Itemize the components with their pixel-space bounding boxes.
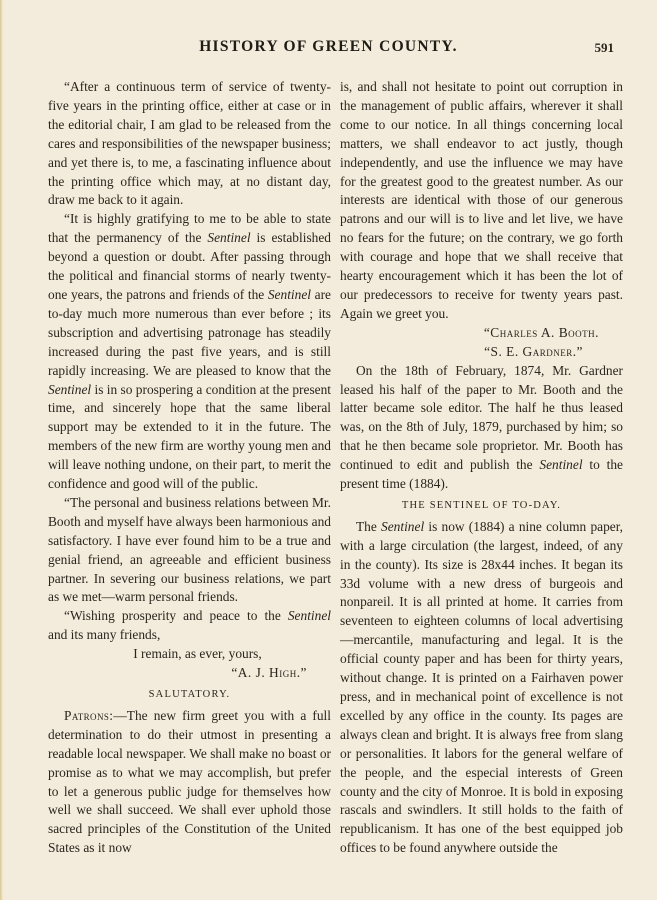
right-column (340, 78, 623, 858)
signature (340, 324, 623, 343)
signature (340, 343, 623, 362)
text-run: to the present time (1884). (340, 457, 623, 492)
text-run: is in so prospering a condition at the present time, and sincerely hope that the same liberal support may be extended to it in the future. The members of the new firm are worthy young men and will leave nothing undone, on their part, to merit the confidence and good will of the public. (48, 381, 332, 492)
text-run: “Wishing prosperity and peace to the (64, 608, 288, 624)
section-heading: THE SENTINEL OF TO-DAY. (401, 499, 562, 511)
lead-word: Patrons: (64, 707, 114, 723)
signature-name: “S. E. Gardner.” (484, 343, 583, 359)
paragraph: “The personal and business relations between Mr. Booth and myself have always been harmonious and satisfactory. I have ever found him to be a true and genial friend, an agreeable and efficient business partner. In severing our business relations, we part as we met—warm personal friends. (48, 494, 331, 605)
text-run: is now (1884) a nine column paper, with a large circulation (the largest, indeed, of any in the county). Its size is 28x44 inches. It began its 33d volume with a new dress of burgeois and nonpareil. It is all printed at home. It carries from seventeen to eighteen columns of local advertising—mercantile, manufacturing and legal. It is the official county paper and has been for thirty years, without change. It is printed on a Fairhaven power press, and in mechanical point of excellence is not excelled by any office in the county. Its pages are always clean and bright. It is always free from slang or personalities. It labors for the general welfare of the people, and the especial interests of Green county and the city of Monroe. It is bold in exposing rascals and swindlers. It still holds to the faith of republicanism. It has one of the best equipped job offices to be found anywhere outside the (340, 518, 623, 856)
text-run: “It is highly gratifying to me to be able to state that the permanency of the (48, 211, 331, 246)
section-heading: SALUTATORY. (148, 689, 231, 700)
italic-text: Sentinel (381, 518, 425, 534)
paragraph: “After a continuous term of service of twenty-five years in the printing office, either at case or in the editorial chair, I am glad to be released from the cares and responsibilities of the newspaper business; and yet there is, to me, a fascinating influence about the printing office which may, at no distant day, draw me back to it again. (48, 79, 331, 208)
letter-closing: I remain, as ever, yours, (133, 646, 262, 662)
italic-text: Sentinel (48, 381, 92, 397)
paragraph (340, 362, 623, 494)
text-run: On the 18th of February, 1874, Mr. Gardner leased his half of the paper to Mr. Booth and the latter became sole editor. The half he thus leased was, on the 8th of July, 1879, purchased by him; so that he then became sole proprietor. Mr. Booth has continued to edit and publish the (340, 362, 623, 473)
signature-name: “Charles A. Booth. (483, 324, 599, 340)
text-run: —The new firm greet you with a full determination to do their utmost in presenting a readable local newspaper. We shall make no boast or promise as to what we may accomplish, but prefer to let a generous public judge for themselves how well we shall succeed. We shall ever uphold those sacred principles of the Constitution of the United States as it now (48, 707, 331, 856)
italic-text: Sentinel (207, 230, 251, 246)
text-run: and its many friends, (48, 627, 161, 643)
paragraph (48, 607, 331, 645)
italic-text: Sentinel (267, 286, 311, 302)
page-edge (0, 0, 3, 900)
signature (48, 664, 331, 683)
text-run: The (356, 518, 382, 534)
paragraph (48, 707, 331, 858)
left-column (48, 78, 331, 858)
page-title: HISTORY OF GREEN COUNTY. (199, 38, 458, 55)
running-head (0, 38, 657, 58)
page-number: 591 (594, 40, 614, 55)
italic-text: Sentinel (539, 457, 583, 473)
text-run: is established beyond a question or doubt. After passing through the political and financial storms of nearly twenty-one years, the patrons and friends of the (48, 230, 331, 302)
paragraph: is, and shall not hesitate to point out corruption in the management of public affairs, wherever it shall come to our notice. In all things concerning local matters, we shall endeavor to act justly, though independently, and use the influence we may have for the greatest good to the greatest number. As our interests are identical with those of our generous patrons and our will is to live and let live, we have no fears for the future; on the contrary, we go forth with courage and hope that we shall receive that hearty encouragement which it has been the lot of our predecessors to receive for twenty years past. Again we greet you. (340, 79, 623, 321)
signature-name: “A. J. High.” (231, 665, 307, 681)
paragraph (340, 518, 623, 858)
text-run: are to-day much more numerous than ever before ; its subscription and advertising patronage has steadily increased during the past five years, and is still rapidly increasing. We are pleased to know that the (48, 286, 331, 378)
paragraph (48, 210, 331, 494)
italic-text: Sentinel (287, 608, 331, 624)
